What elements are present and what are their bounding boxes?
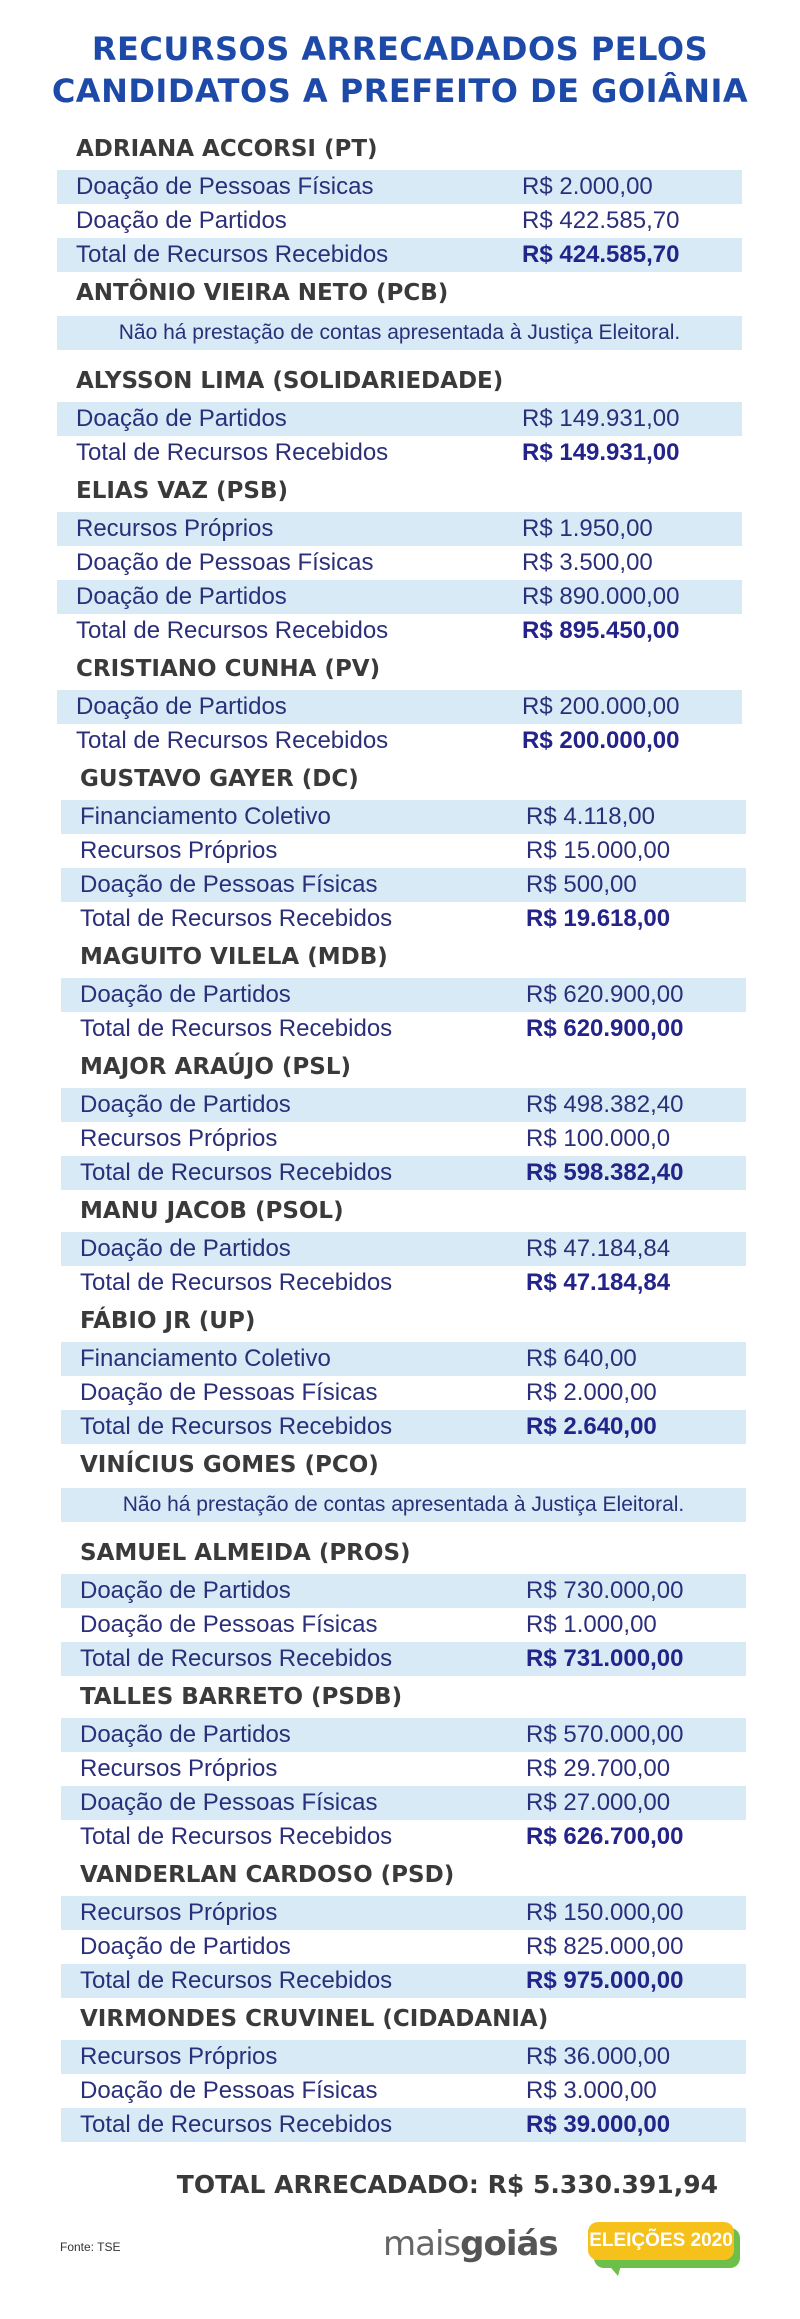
candidate-block [61,936,746,1046]
candidate-name: SAMUEL ALMEIDA (PROS) [80,1540,411,1566]
no-accounts-note: Não há prestação de contas apresentada à Justiça Eleitoral. [57,316,742,350]
funding-row [61,978,746,1012]
total-row [57,724,742,758]
funding-label: Total de Recursos Recebidos [76,439,389,466]
total-value: R$ 149.931,00 [522,439,680,466]
candidate-name: VANDERLAN CARDOSO (PSD) [80,1862,455,1888]
funding-row [61,1930,746,1964]
total-row [61,1820,746,1854]
badge-label: ELEIÇÕES 2020 [588,2222,734,2260]
funding-label: Doação de Pessoas Físicas [80,871,378,898]
funding-label: Total de Recursos Recebidos [80,1015,393,1042]
total-value: R$ 2.640,00 [526,1413,657,1440]
candidate-block [61,1998,746,2142]
funding-value: R$ 890.000,00 [522,583,680,610]
total-value: R$ 731.000,00 [526,1645,684,1672]
total-value: R$ 620.900,00 [526,1015,684,1042]
funding-row [61,1122,746,1156]
candidate-block [61,1190,746,1300]
funding-label: Recursos Próprios [76,515,274,542]
funding-value: R$ 27.000,00 [526,1789,671,1816]
candidate-block [57,360,742,470]
candidate-block [57,470,742,648]
funding-value: R$ 36.000,00 [526,2043,671,2070]
total-value: R$ 200.000,00 [522,727,680,754]
funding-label: Doação de Pessoas Físicas [76,549,374,576]
candidate-name: MANU JACOB (PSOL) [80,1198,344,1224]
funding-label: Total de Recursos Recebidos [80,905,393,932]
funding-label: Financiamento Coletivo [80,1345,331,1372]
funding-label: Doação de Partidos [76,207,287,234]
candidate-block [61,1532,746,1676]
funding-row [61,1088,746,1122]
funding-row [61,1342,746,1376]
total-row [57,238,742,272]
funding-value: R$ 100.000,0 [526,1125,671,1152]
funding-row [57,580,742,614]
grand-total: TOTAL ARRECADADO: R$ 5.330.391,94 [176,2170,718,2199]
funding-label: Doação de Partidos [80,1721,291,1748]
funding-row [57,546,742,580]
funding-row [61,1232,746,1266]
funding-value: R$ 1.000,00 [526,1611,657,1638]
funding-label: Recursos Próprios [80,1125,278,1152]
funding-value: R$ 422.585,70 [522,207,680,234]
funding-label: Total de Recursos Recebidos [76,617,389,644]
elections-2020-badge [588,2222,740,2276]
candidate-name: MAJOR ARAÚJO (PSL) [80,1054,352,1080]
funding-row [57,402,742,436]
funding-value: R$ 825.000,00 [526,1933,684,1960]
funding-value: R$ 200.000,00 [522,693,680,720]
funding-value: R$ 498.382,40 [526,1091,684,1118]
funding-row [61,2040,746,2074]
badge-tail [606,2262,622,2276]
candidate-block [61,1046,746,1190]
funding-value: R$ 149.931,00 [522,405,680,432]
funding-label: Total de Recursos Recebidos [76,241,389,268]
total-value: R$ 424.585,70 [522,241,680,268]
funding-label: Recursos Próprios [80,2043,278,2070]
funding-label: Recursos Próprios [80,1899,278,1926]
funding-row [57,170,742,204]
funding-value: R$ 570.000,00 [526,1721,684,1748]
funding-label: Total de Recursos Recebidos [80,1645,393,1672]
funding-row [61,868,746,902]
total-row [61,902,746,936]
funding-row [61,1574,746,1608]
funding-label: Total de Recursos Recebidos [80,1823,393,1850]
funding-value: R$ 730.000,00 [526,1577,684,1604]
funding-value: R$ 1.950,00 [522,515,653,542]
candidate-block [57,128,742,272]
funding-row [61,1376,746,1410]
funding-label: Doação de Partidos [76,693,287,720]
funding-label: Total de Recursos Recebidos [80,1413,393,1440]
funding-label: Doação de Pessoas Físicas [76,173,374,200]
candidate-block [61,1300,746,1444]
funding-row [61,1896,746,1930]
candidate-name: ANTÔNIO VIEIRA NETO (PCB) [76,280,449,306]
funding-value: R$ 2.000,00 [526,1379,657,1406]
total-value: R$ 39.000,00 [526,2111,671,2138]
total-row [61,1964,746,1998]
total-row [57,436,742,470]
funding-row [57,690,742,724]
candidate-name: FÁBIO JR (UP) [80,1308,256,1334]
maisgoias-logo [383,2224,558,2264]
funding-value: R$ 4.118,00 [526,803,655,830]
funding-row [57,204,742,238]
total-value: R$ 19.618,00 [526,905,671,932]
candidate-block [61,1676,746,1854]
funding-label: Doação de Pessoas Físicas [80,2077,378,2104]
total-row [61,1410,746,1444]
funding-label: Recursos Próprios [80,837,278,864]
total-row [57,614,742,648]
funding-label: Doação de Pessoas Físicas [80,1789,378,1816]
candidate-name: VIRMONDES CRUVINEL (CIDADANIA) [80,2006,549,2032]
no-accounts-note: Não há prestação de contas apresentada à Justiça Eleitoral. [61,1488,746,1522]
title-line-1: RECURSOS ARRECADADOS PELOS [91,30,709,68]
funding-value: R$ 150.000,00 [526,1899,684,1926]
funding-label: Doação de Partidos [80,981,291,1008]
candidate-block [61,1854,746,1998]
total-row [61,1642,746,1676]
candidate-name: VINÍCIUS GOMES (PCO) [80,1452,379,1478]
funding-value: R$ 29.700,00 [526,1755,671,1782]
total-value: R$ 975.000,00 [526,1967,684,1994]
funding-row [61,2074,746,2108]
funding-label: Doação de Partidos [80,1091,291,1118]
total-row [61,1266,746,1300]
funding-row [57,512,742,546]
funding-value: R$ 3.500,00 [522,549,653,576]
funding-row [61,800,746,834]
funding-label: Doação de Partidos [80,1235,291,1262]
funding-value: R$ 15.000,00 [526,837,671,864]
candidate-name: ELIAS VAZ (PSB) [76,478,288,504]
funding-value: R$ 620.900,00 [526,981,684,1008]
candidate-name: ADRIANA ACCORSI (PT) [76,136,378,162]
funding-value: R$ 2.000,00 [522,173,653,200]
funding-label: Recursos Próprios [80,1755,278,1782]
logo-part-1: mais [383,2224,461,2264]
funding-row [61,1786,746,1820]
funding-label: Total de Recursos Recebidos [80,1159,393,1186]
candidate-block [61,1444,746,1522]
funding-label: Total de Recursos Recebidos [76,727,389,754]
funding-row [61,834,746,868]
funding-value: R$ 47.184,84 [526,1235,671,1262]
funding-label: Doação de Partidos [80,1933,291,1960]
total-row [61,2108,746,2142]
funding-row [61,1752,746,1786]
total-value: R$ 47.184,84 [526,1269,671,1296]
candidate-block [57,648,742,758]
page-title [0,28,800,112]
candidate-name: GUSTAVO GAYER (DC) [80,766,359,792]
candidate-block [57,272,742,350]
funding-label: Doação de Partidos [76,405,287,432]
total-row [61,1156,746,1190]
title-line-2: CANDIDATOS A PREFEITO DE GOIÂNIA [51,72,749,110]
total-value: R$ 895.450,00 [522,617,680,644]
funding-label: Total de Recursos Recebidos [80,1269,393,1296]
candidate-name: ALYSSON LIMA (SOLIDARIEDADE) [76,368,504,394]
candidate-name: TALLES BARRETO (PSDB) [80,1684,403,1710]
funding-label: Total de Recursos Recebidos [80,2111,393,2138]
funding-label: Financiamento Coletivo [80,803,331,830]
funding-label: Doação de Pessoas Físicas [80,1611,378,1638]
total-value: R$ 598.382,40 [526,1159,684,1186]
funding-value: R$ 640,00 [526,1345,637,1372]
funding-value: R$ 500,00 [526,871,637,898]
funding-label: Total de Recursos Recebidos [80,1967,393,1994]
funding-row [61,1608,746,1642]
candidate-name: MAGUITO VILELA (MDB) [80,944,388,970]
total-row [61,1012,746,1046]
logo-part-2: goiás [460,2224,558,2264]
candidate-name: CRISTIANO CUNHA (PV) [76,656,381,682]
funding-row [61,1718,746,1752]
funding-label: Doação de Pessoas Físicas [80,1379,378,1406]
total-value: R$ 626.700,00 [526,1823,684,1850]
funding-label: Doação de Partidos [76,583,287,610]
candidate-block [61,758,746,936]
candidate-list [0,128,800,2142]
funding-value: R$ 3.000,00 [526,2077,657,2104]
source-note: Fonte: TSE [60,2240,121,2254]
funding-label: Doação de Partidos [80,1577,291,1604]
